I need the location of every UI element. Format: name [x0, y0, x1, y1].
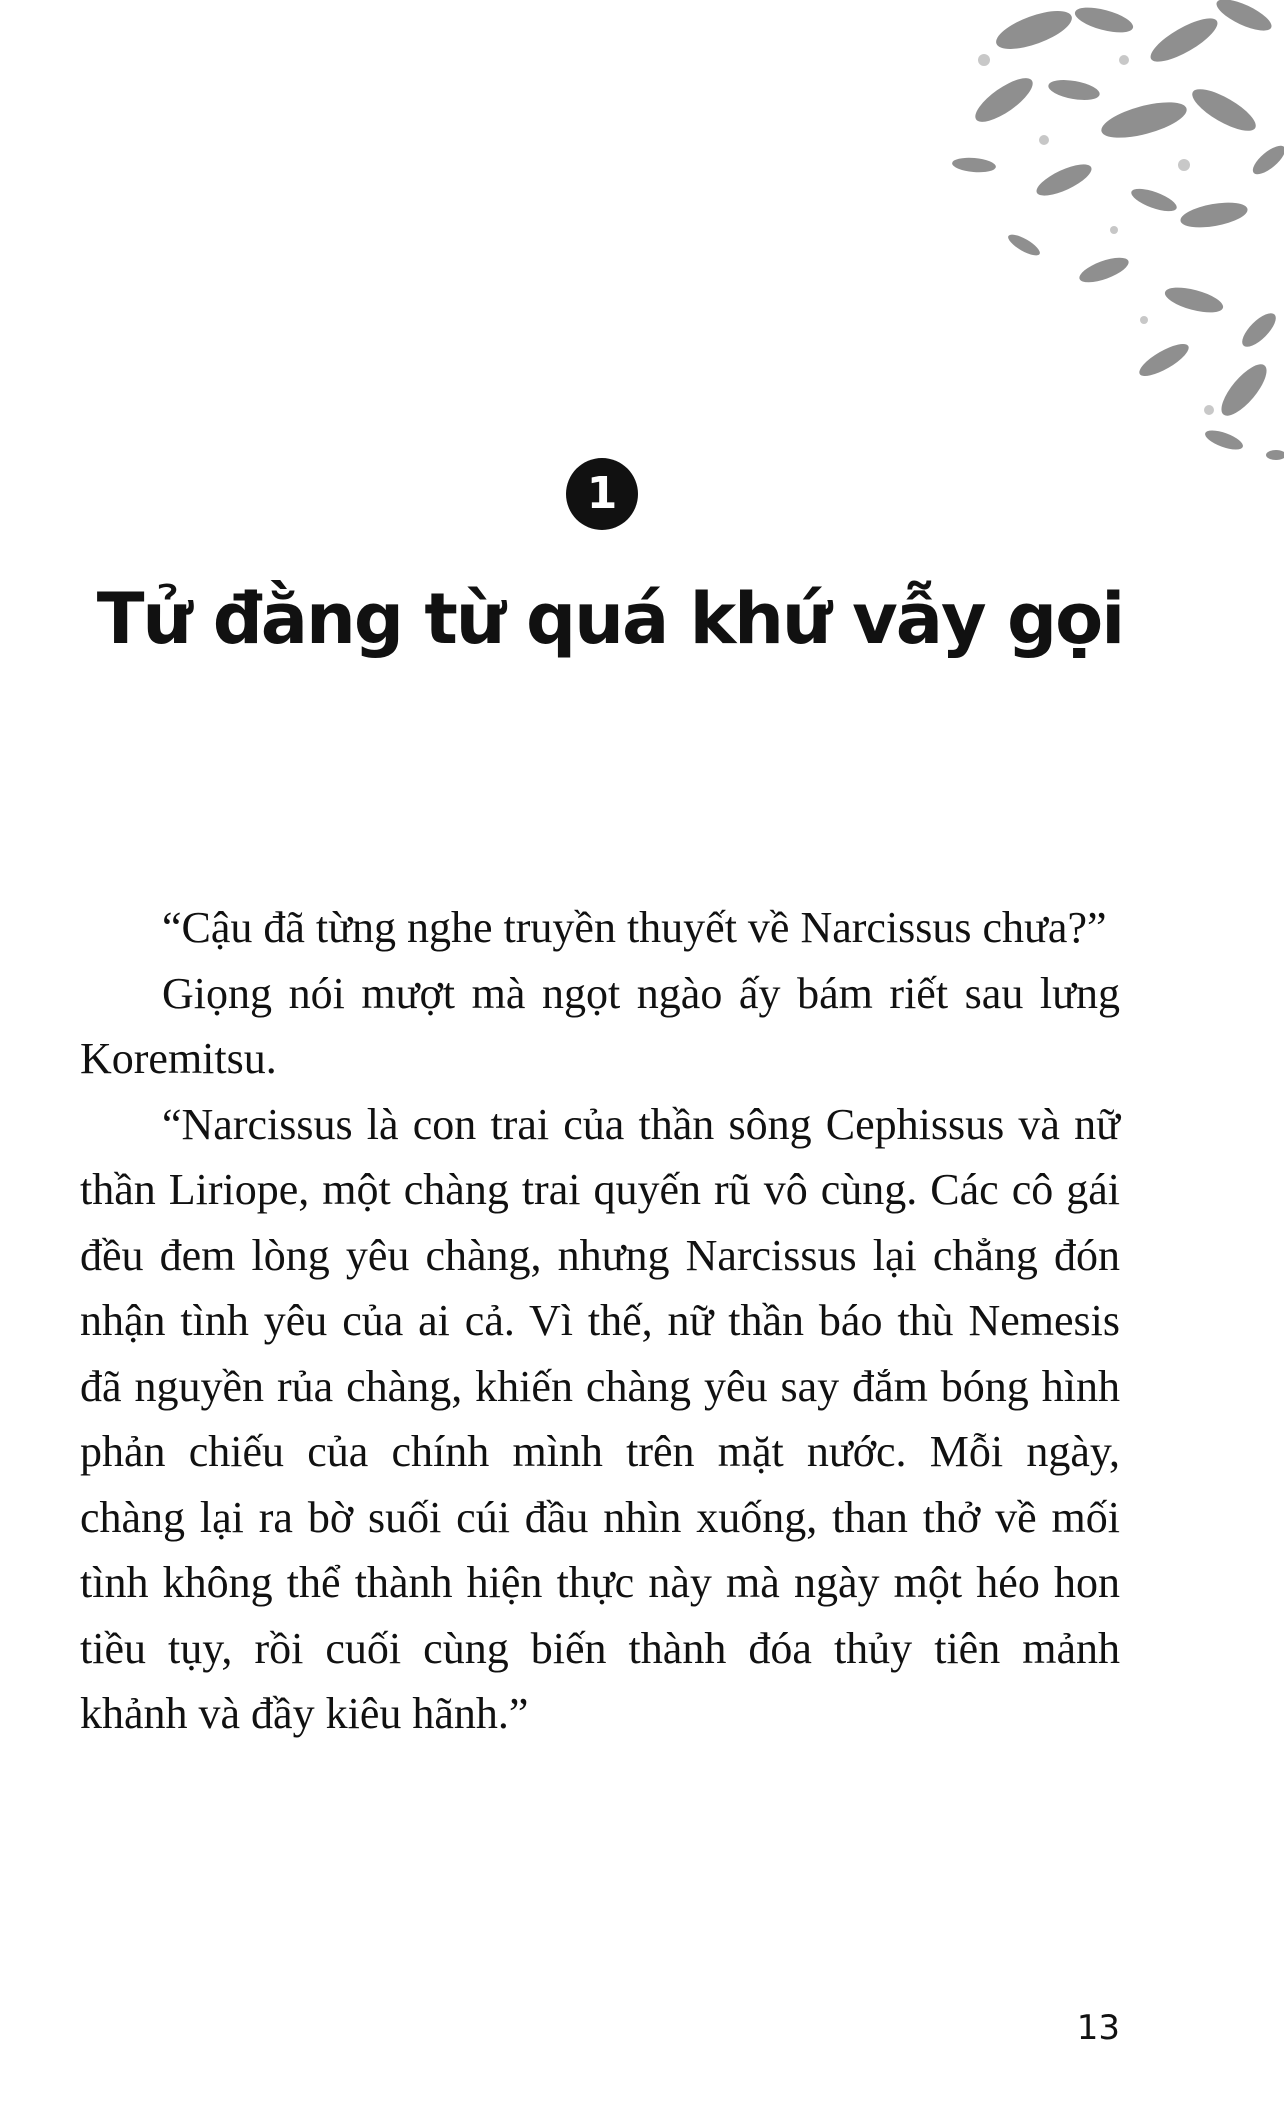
- chapter-title: Tử đằng từ quá khứ vẫy gọi: [96, 578, 1124, 660]
- page-number: 13: [1076, 2008, 1120, 2048]
- ink-wash-foliage-illustration: [864, 0, 1284, 480]
- chapter-number-badge: [566, 458, 638, 530]
- paragraph: “Narcissus là con trai của thần sông Cephissus và nữ thần Liriope, một chàng trai quyến rũ vô cùng. Các cô gái đều đem lòng yêu chàng, nhưng Narcissus lại chẳng đón nhận tình yêu của ai cả. Vì thế, nữ thần báo thù Nemesis đã nguyền rủa chàng, khiến chàng yêu say đắm bóng hình phản chiếu của chính mình trên mặt nước. Mỗi ngày, chàng lại ra bờ suối cúi đầu nhìn xuống, than thở về mối tình không thể thành hiện thực này mà ngày một héo hon tiều tụy, rồi cuối cùng biến thành đóa thủy tiên mảnh khảnh và đầy kiêu hãnh.”: [80, 1099, 1120, 1738]
- chapter-body: [80, 895, 1120, 1747]
- chapter-number: 1: [586, 468, 618, 519]
- paragraph: “Cậu đã từng nghe truyền thuyết về Narcissus chưa?”: [162, 903, 1107, 952]
- paragraph: Giọng nói mượt mà ngọt ngào ấy bám riết sau lưng Koremitsu.: [80, 968, 1120, 1083]
